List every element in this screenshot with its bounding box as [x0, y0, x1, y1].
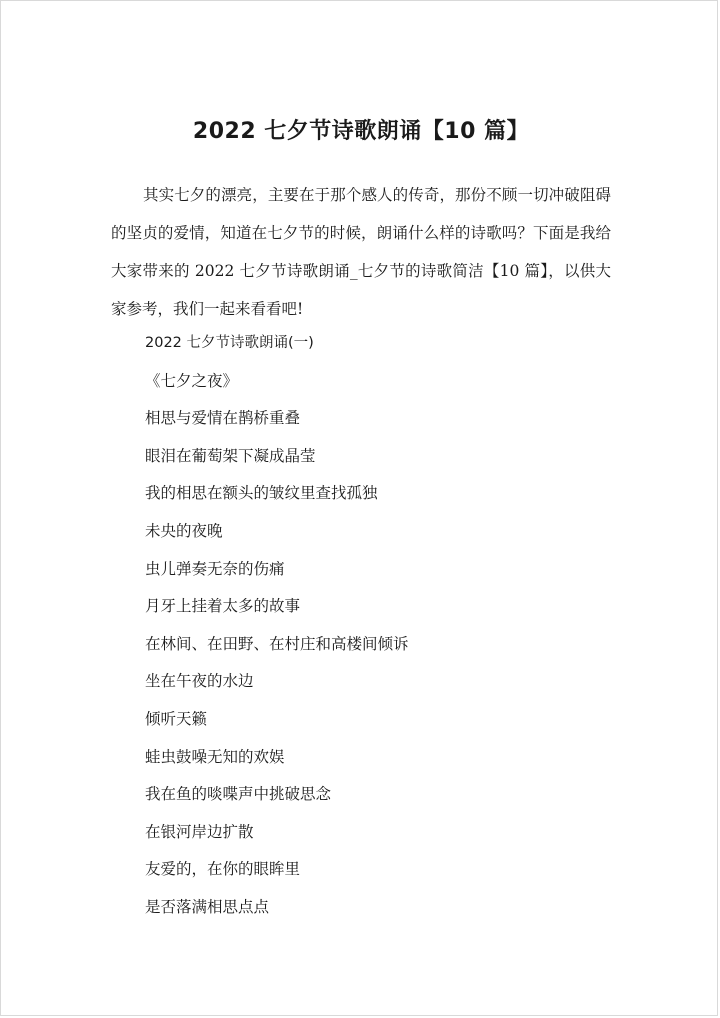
poem-line: 虫儿弹奏无奈的伤痛 — [145, 559, 285, 578]
poem-line: 我的相思在额头的皱纹里查找孤独 — [145, 484, 378, 503]
document-title: 2022 七夕节诗歌朗诵【10 篇】 — [192, 119, 530, 144]
poem-line: 未央的夜晚 — [145, 521, 223, 540]
poem-line: 在林间、在田野、在村庄和高楼间倾诉 — [145, 634, 409, 653]
poem-body — [145, 325, 409, 927]
poem-line: 坐在午夜的水边 — [145, 672, 254, 691]
poem-line: 我在鱼的啖喋声中挑破思念 — [145, 785, 332, 804]
poem-title: 《七夕之夜》 — [145, 371, 239, 390]
poem-line: 相思与爱情在鹊桥重叠 — [145, 409, 301, 428]
poem-line: 蛙虫鼓噪无知的欢娱 — [145, 747, 285, 766]
poem-line: 眼泪在葡萄架下凝成晶莹 — [145, 446, 316, 465]
poem-line: 月牙上挂着太多的故事 — [145, 597, 301, 616]
poem-line: 在银河岸边扩散 — [145, 822, 254, 841]
section-heading: 2022 七夕节诗歌朗诵(一) — [145, 335, 314, 351]
poem-line: 友爱的，在你的眼眸里 — [145, 860, 301, 879]
poem-line: 是否落满相思点点 — [145, 897, 270, 916]
poem-line: 倾听天籁 — [145, 709, 208, 728]
intro-paragraph: 其实七夕的漂亮，主要在于那个感人的传奇，那份不顾一切冲破阻碍的坚贞的爱情，知道在七夕节的时候，朗诵什么样的诗歌吗？下面是我给大家带来的 2022 七夕节诗歌朗诵_七夕节的诗歌简洁【10 篇】，以供大家参考，我们一起来看看吧! — [111, 186, 611, 318]
